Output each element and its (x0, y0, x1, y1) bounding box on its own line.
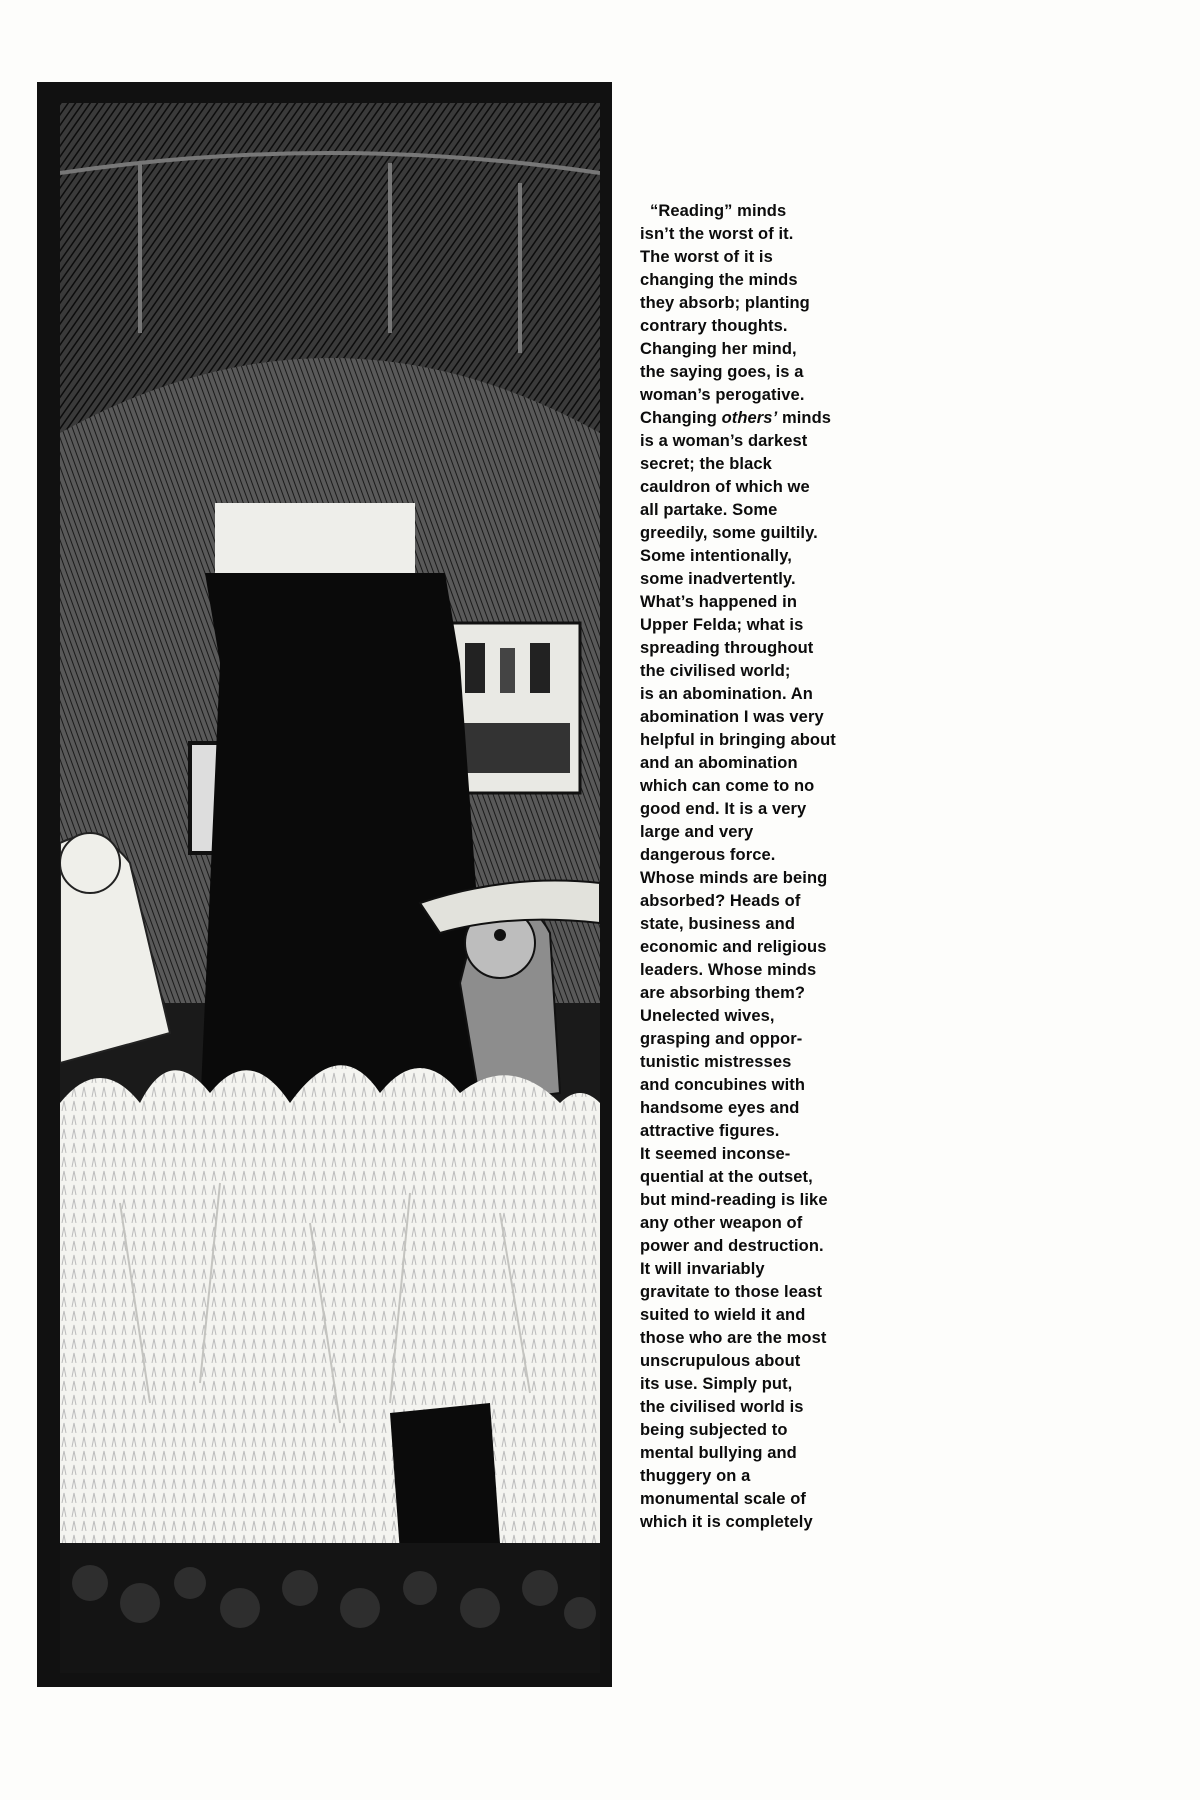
narration-line: spreading throughout (640, 639, 814, 657)
narration-line: It will invariably (640, 1260, 765, 1278)
narration-line: thuggery on a (640, 1467, 751, 1485)
narration-line: and an abomination (640, 754, 798, 772)
burning-log (390, 1403, 500, 1553)
narration-line: all partake. Some (640, 501, 778, 519)
narration-line: “Reading” minds (650, 202, 787, 220)
narration-line: is a woman’s darkest (640, 432, 808, 450)
narration-line: abomination I was very (640, 708, 824, 726)
illustration-panel-frame (37, 82, 612, 1687)
narration-line (640, 407, 880, 430)
narration-line: grasping and oppor- (640, 1030, 803, 1048)
narration-line: but mind-reading is like (640, 1191, 828, 1209)
narration-line: large and very (640, 823, 754, 841)
narration-line: unscrupulous about (640, 1352, 801, 1370)
narration-text-column (640, 200, 880, 1534)
narration-line: the civilised world; (640, 662, 791, 680)
narration-line: mental bullying and (640, 1444, 797, 1462)
narration-line: its use. Simply put, (640, 1375, 793, 1393)
narration-line: are absorbing them? (640, 984, 806, 1002)
narration-emphasis: others’ (721, 409, 778, 427)
narration-line: which it is completely (640, 1513, 813, 1531)
narration-line: greedily, some guiltily. (640, 524, 818, 542)
narration-line: they absorb; planting (640, 294, 810, 312)
narration-line: cauldron of which we (640, 478, 810, 496)
narration-line: Changing her mind, (640, 340, 797, 358)
narration-segment: minds (777, 409, 832, 427)
narration-line: which can come to no (640, 777, 815, 795)
narration-line: some inadvertently. (640, 570, 796, 588)
narration-line: The worst of it is (640, 248, 773, 266)
chimney-hood (200, 573, 490, 1113)
narration-line: Unelected wives, (640, 1007, 775, 1025)
narration-line: quential at the outset, (640, 1168, 813, 1186)
narration-line: those who are the most (640, 1329, 827, 1347)
narration-line: good end. It is a very (640, 800, 807, 818)
narration-line: monumental scale of (640, 1490, 807, 1508)
narration-line: Upper Felda; what is (640, 616, 804, 634)
narration-line: being subjected to (640, 1421, 788, 1439)
narration-line: the civilised world is (640, 1398, 804, 1416)
narration-line: It seemed inconse- (640, 1145, 791, 1163)
narration-line: suited to wield it and (640, 1306, 806, 1324)
narration-line: is an abomination. An (640, 685, 813, 703)
narration-line: contrary thoughts. (640, 317, 788, 335)
narration-line: What’s happened in (640, 593, 798, 611)
narration-line: state, business and (640, 915, 796, 933)
narration-line: economic and religious (640, 938, 827, 956)
narration-line: power and destruction. (640, 1237, 824, 1255)
narration-line: attractive figures. (640, 1122, 780, 1140)
narration-line: and concubines with (640, 1076, 806, 1094)
narration-line: handsome eyes and (640, 1099, 800, 1117)
narration-line: dangerous force. (640, 846, 776, 864)
narration-segment: Changing (640, 409, 722, 427)
narration-line: any other weapon of (640, 1214, 803, 1232)
narration-line: tunistic mistresses (640, 1053, 792, 1071)
narration-line: absorbed? Heads of (640, 892, 801, 910)
narration-line: the saying goes, is a (640, 363, 804, 381)
chimney-top (215, 503, 415, 583)
narration-line: isn’t the worst of it. (640, 225, 794, 243)
narration-line: leaders. Whose minds (640, 961, 817, 979)
fire-flames (60, 1065, 600, 1563)
narration-line: helpful in bringing about (640, 731, 836, 749)
narration-line: woman’s perogative. (640, 386, 805, 404)
narration-line: changing the minds (640, 271, 798, 289)
narration-line: Some intentionally, (640, 547, 792, 565)
fireplace-scene-illustration (60, 103, 600, 1673)
narration-line: Whose minds are being (640, 869, 828, 887)
illustration-panel (60, 103, 600, 1673)
narration-line: secret; the black (640, 455, 772, 473)
narration-line: gravitate to those least (640, 1283, 823, 1301)
